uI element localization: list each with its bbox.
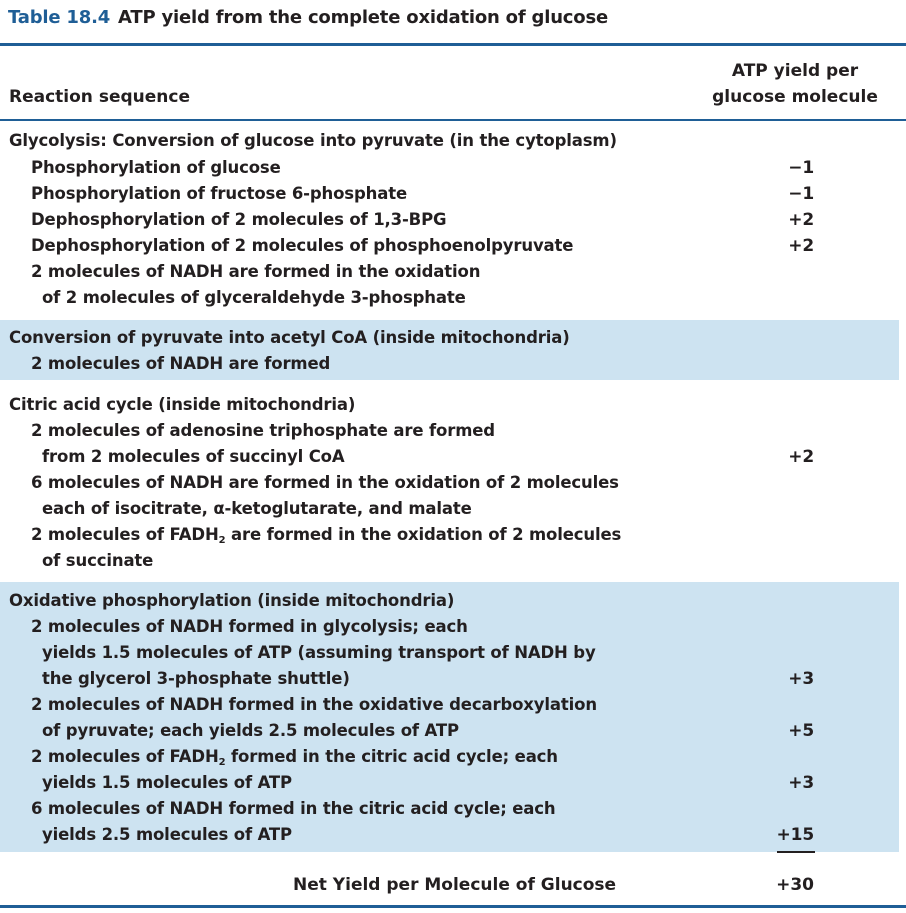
section-heading-row xyxy=(0,325,906,351)
section-heading: Glycolysis: Conversion of glucose into pyruvate (in the cytoplasm) xyxy=(9,131,617,150)
reaction-step: each of isocitrate, α-ketoglutarate, and malate xyxy=(42,499,472,518)
atp-yield-value: −1 xyxy=(788,158,814,178)
reaction-step: 6 molecules of NADH are formed in the oxidation of 2 molecules xyxy=(31,473,619,492)
column-header-reaction: Reaction sequence xyxy=(9,87,190,107)
section-heading: Citric acid cycle (inside mitochondria) xyxy=(9,395,356,414)
table-row xyxy=(0,259,906,285)
reaction-step: Phosphorylation of glucose xyxy=(31,158,281,177)
table-row xyxy=(0,796,906,822)
atp-yield-value: +2 xyxy=(788,447,814,467)
subscript: 2 xyxy=(218,757,226,768)
table-row xyxy=(0,822,906,848)
table-row xyxy=(0,496,906,522)
reaction-step: Phosphorylation of fructose 6-phosphate xyxy=(31,184,407,203)
atp-yield-value: +5 xyxy=(788,721,814,741)
table-row xyxy=(0,666,906,692)
net-yield-label: Net Yield per Molecule of Glucose xyxy=(293,875,617,895)
reaction-step xyxy=(31,522,621,548)
table-row xyxy=(0,418,906,444)
reaction-step: yields 2.5 molecules of ATP xyxy=(42,825,292,844)
section-heading: Oxidative phosphorylation (inside mitochondria) xyxy=(9,591,455,610)
column-header-atp-line1: ATP yield per xyxy=(731,61,859,81)
reaction-step: yields 1.5 molecules of ATP (assuming transport of NADH by xyxy=(42,643,596,662)
column-header-atp-line2: glucose molecule xyxy=(712,87,878,107)
atp-yield-value: +2 xyxy=(788,236,814,256)
table-row xyxy=(0,155,906,181)
reaction-step: of 2 molecules of glyceraldehyde 3-phosphate xyxy=(42,288,466,307)
reaction-step: from 2 molecules of succinyl CoA xyxy=(42,447,345,466)
table-row xyxy=(0,285,906,311)
table-row xyxy=(0,522,906,548)
sum-underline xyxy=(777,851,815,853)
section-heading-row xyxy=(0,392,906,418)
reaction-step: 2 molecules of NADH formed in glycolysis; each xyxy=(31,617,468,636)
reaction-step: 2 molecules of NADH are formed xyxy=(31,354,331,373)
reaction-text-part: formed in the citric acid cycle; each xyxy=(225,747,558,766)
section-heading-row xyxy=(0,128,906,154)
table-row xyxy=(0,181,906,207)
table-caption: ATP yield from the complete oxidation of glucose xyxy=(118,7,608,28)
reaction-step: 2 molecules of adenosine triphosphate are formed xyxy=(31,421,495,440)
reaction-step: 2 molecules of NADH are formed in the oxidation xyxy=(31,262,481,281)
atp-yield-value: +15 xyxy=(776,825,814,845)
table-row xyxy=(0,351,906,377)
top-rule xyxy=(0,43,906,46)
reaction-text-part: 2 molecules of FADH xyxy=(31,747,219,766)
reaction-step: 2 molecules of NADH formed in the oxidative decarboxylation xyxy=(31,695,597,714)
table-row xyxy=(0,640,906,666)
reaction-text-part: 2 molecules of FADH xyxy=(31,525,219,544)
table-row xyxy=(0,470,906,496)
table-row xyxy=(0,718,906,744)
table-row xyxy=(0,444,906,470)
table-row xyxy=(0,548,906,574)
reaction-step: of pyruvate; each yields 2.5 molecules of ATP xyxy=(42,721,459,740)
reaction-step: of succinate xyxy=(42,551,154,570)
table-row xyxy=(0,233,906,259)
header-rule xyxy=(0,119,906,121)
section-heading-row xyxy=(0,588,906,614)
table-row xyxy=(0,692,906,718)
section-heading: Conversion of pyruvate into acetyl CoA (inside mitochondria) xyxy=(9,328,570,347)
reaction-text-part: are formed in the oxidation of 2 molecules xyxy=(225,525,622,544)
reaction-step: Dephosphorylation of 2 molecules of 1,3-BPG xyxy=(31,210,447,229)
bottom-rule xyxy=(0,905,906,908)
column-header-atp-yield xyxy=(690,58,900,110)
reaction-step: 6 molecules of NADH formed in the citric acid cycle; each xyxy=(31,799,556,818)
atp-yield-value: +3 xyxy=(788,773,814,793)
atp-yield-value: −1 xyxy=(788,184,814,204)
table-row xyxy=(0,207,906,233)
table-number: Table 18.4 xyxy=(8,7,111,28)
reaction-step: Dephosphorylation of 2 molecules of phosphoenolpyruvate xyxy=(31,236,574,255)
reaction-step: yields 1.5 molecules of ATP xyxy=(42,773,292,792)
reaction-step xyxy=(31,744,558,770)
atp-yield-value: +2 xyxy=(788,210,814,230)
table-row xyxy=(0,614,906,640)
net-yield-value: +30 xyxy=(776,875,814,895)
subscript: 2 xyxy=(218,535,226,546)
table-title xyxy=(8,5,608,31)
reaction-step: the glycerol 3-phosphate shuttle) xyxy=(42,669,350,688)
table-row xyxy=(0,770,906,796)
table-row xyxy=(0,744,906,770)
atp-yield-value: +3 xyxy=(788,669,814,689)
